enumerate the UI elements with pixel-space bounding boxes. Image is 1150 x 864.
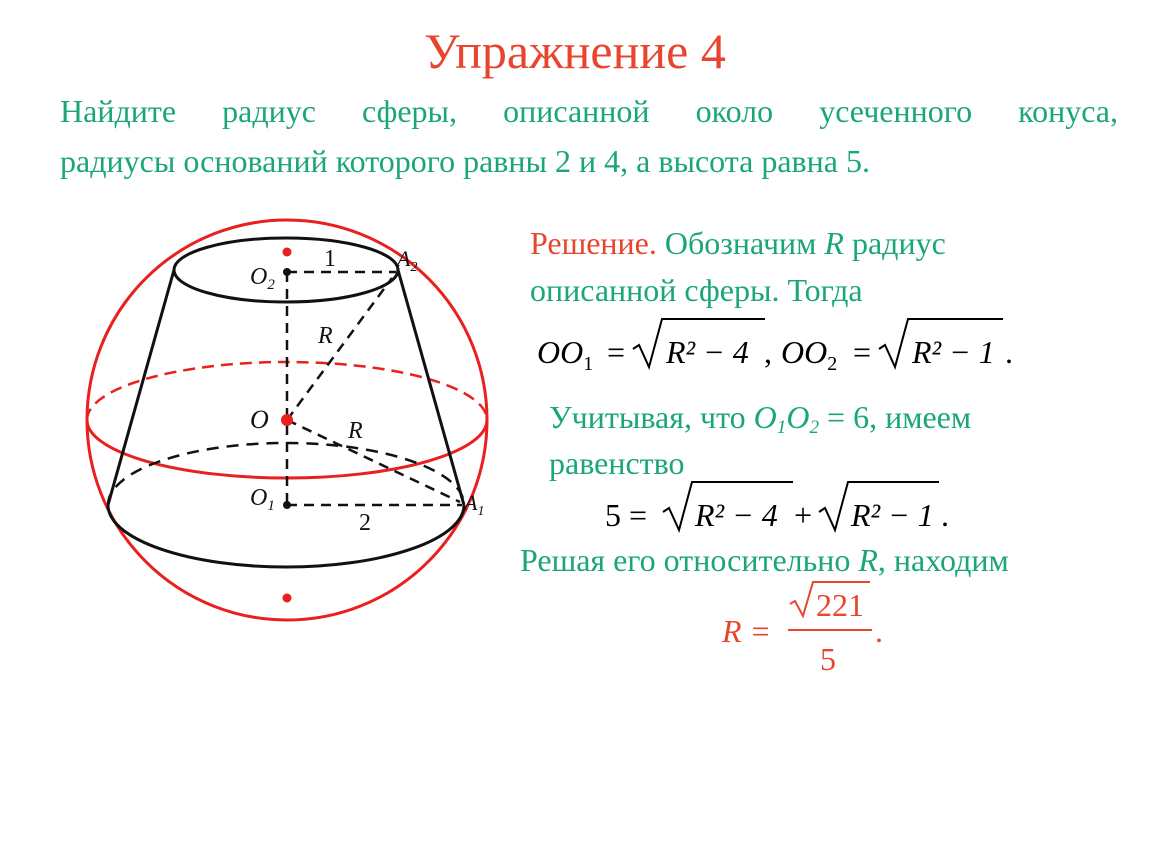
formula1-rad1: R² − 4 [666,334,749,370]
point-top-pole [283,248,292,257]
solution-intro-var: R [824,225,844,261]
formula1-eq2: = [853,334,872,370]
formula1-lhs1: $OO_1$ [537,334,594,375]
given-line-2: равенство [549,445,685,481]
given-text-a: Учитывая, что [549,399,746,435]
label-o1: $O_1$ [250,485,275,514]
label-r-lower: R [348,418,363,444]
problem-statement [60,86,1118,186]
formula2-plus: + [794,497,813,533]
label-a2: $A_2$ [397,246,418,275]
formula-oo1-oo2 [535,315,1035,375]
label-two: 2 [359,510,371,536]
formula1-lhs2: $OO_2$ [781,334,838,375]
segment-o-a1 [287,420,460,502]
formula1-eq1: = [607,334,626,370]
formula1-rad2: R² − 1 [912,334,995,370]
formula-equation [603,478,963,538]
point-o1 [283,501,291,509]
formula2-end: . [941,497,949,533]
problem-line-1: Найдите радиус сферы, описанной около усеченного конуса, [60,93,1118,129]
label-a1: $A_1$ [464,490,485,519]
answer-end: . [875,613,883,649]
formula2-lhs: 5 = [605,497,648,533]
label-o2: $O_2$ [250,264,275,293]
answer-formula [718,578,918,678]
formula1-end: . [1005,334,1013,370]
answer-denominator: 5 [820,641,836,677]
solution-intro-text-a: Обозначим [664,225,817,261]
point-center-o [281,414,293,426]
formula1-sep: , [764,334,772,370]
solving-text-a: Решая его относительно [520,542,851,578]
solution-intro-text-b: радиус [851,225,946,261]
answer-lhs: R = [722,613,772,649]
formula2-rad1: R² − 4 [695,497,778,533]
solution-intro-line-1 [530,219,946,267]
sphere-cone-figure [80,225,510,625]
point-o2 [283,268,291,276]
label-o: O [250,405,269,434]
given-text-b: = 6, имеем [827,399,972,435]
page-title: Упражнение 4 [424,23,726,79]
formula2-rad2: R² − 1 [851,497,934,533]
problem-line-2: радиусы оснований которого равны 2 и 4, а высота равна 5. [60,143,870,179]
point-bottom-pole [283,594,292,603]
answer-numerator: 221 [816,587,864,623]
solving-line [520,536,1009,584]
label-one: 1 [324,246,336,272]
solving-text-b: , находим [877,542,1009,578]
solution-intro-line-2: описанной сферы. Тогда [530,272,863,308]
given-o1o2: $O_1O_2$ [753,399,820,438]
solving-var: R [858,542,878,578]
label-r-upper: R [318,323,333,349]
solution-label: Решение. [530,225,657,261]
cone-bottom-base-front [108,505,464,567]
given-line-1 [549,393,971,441]
